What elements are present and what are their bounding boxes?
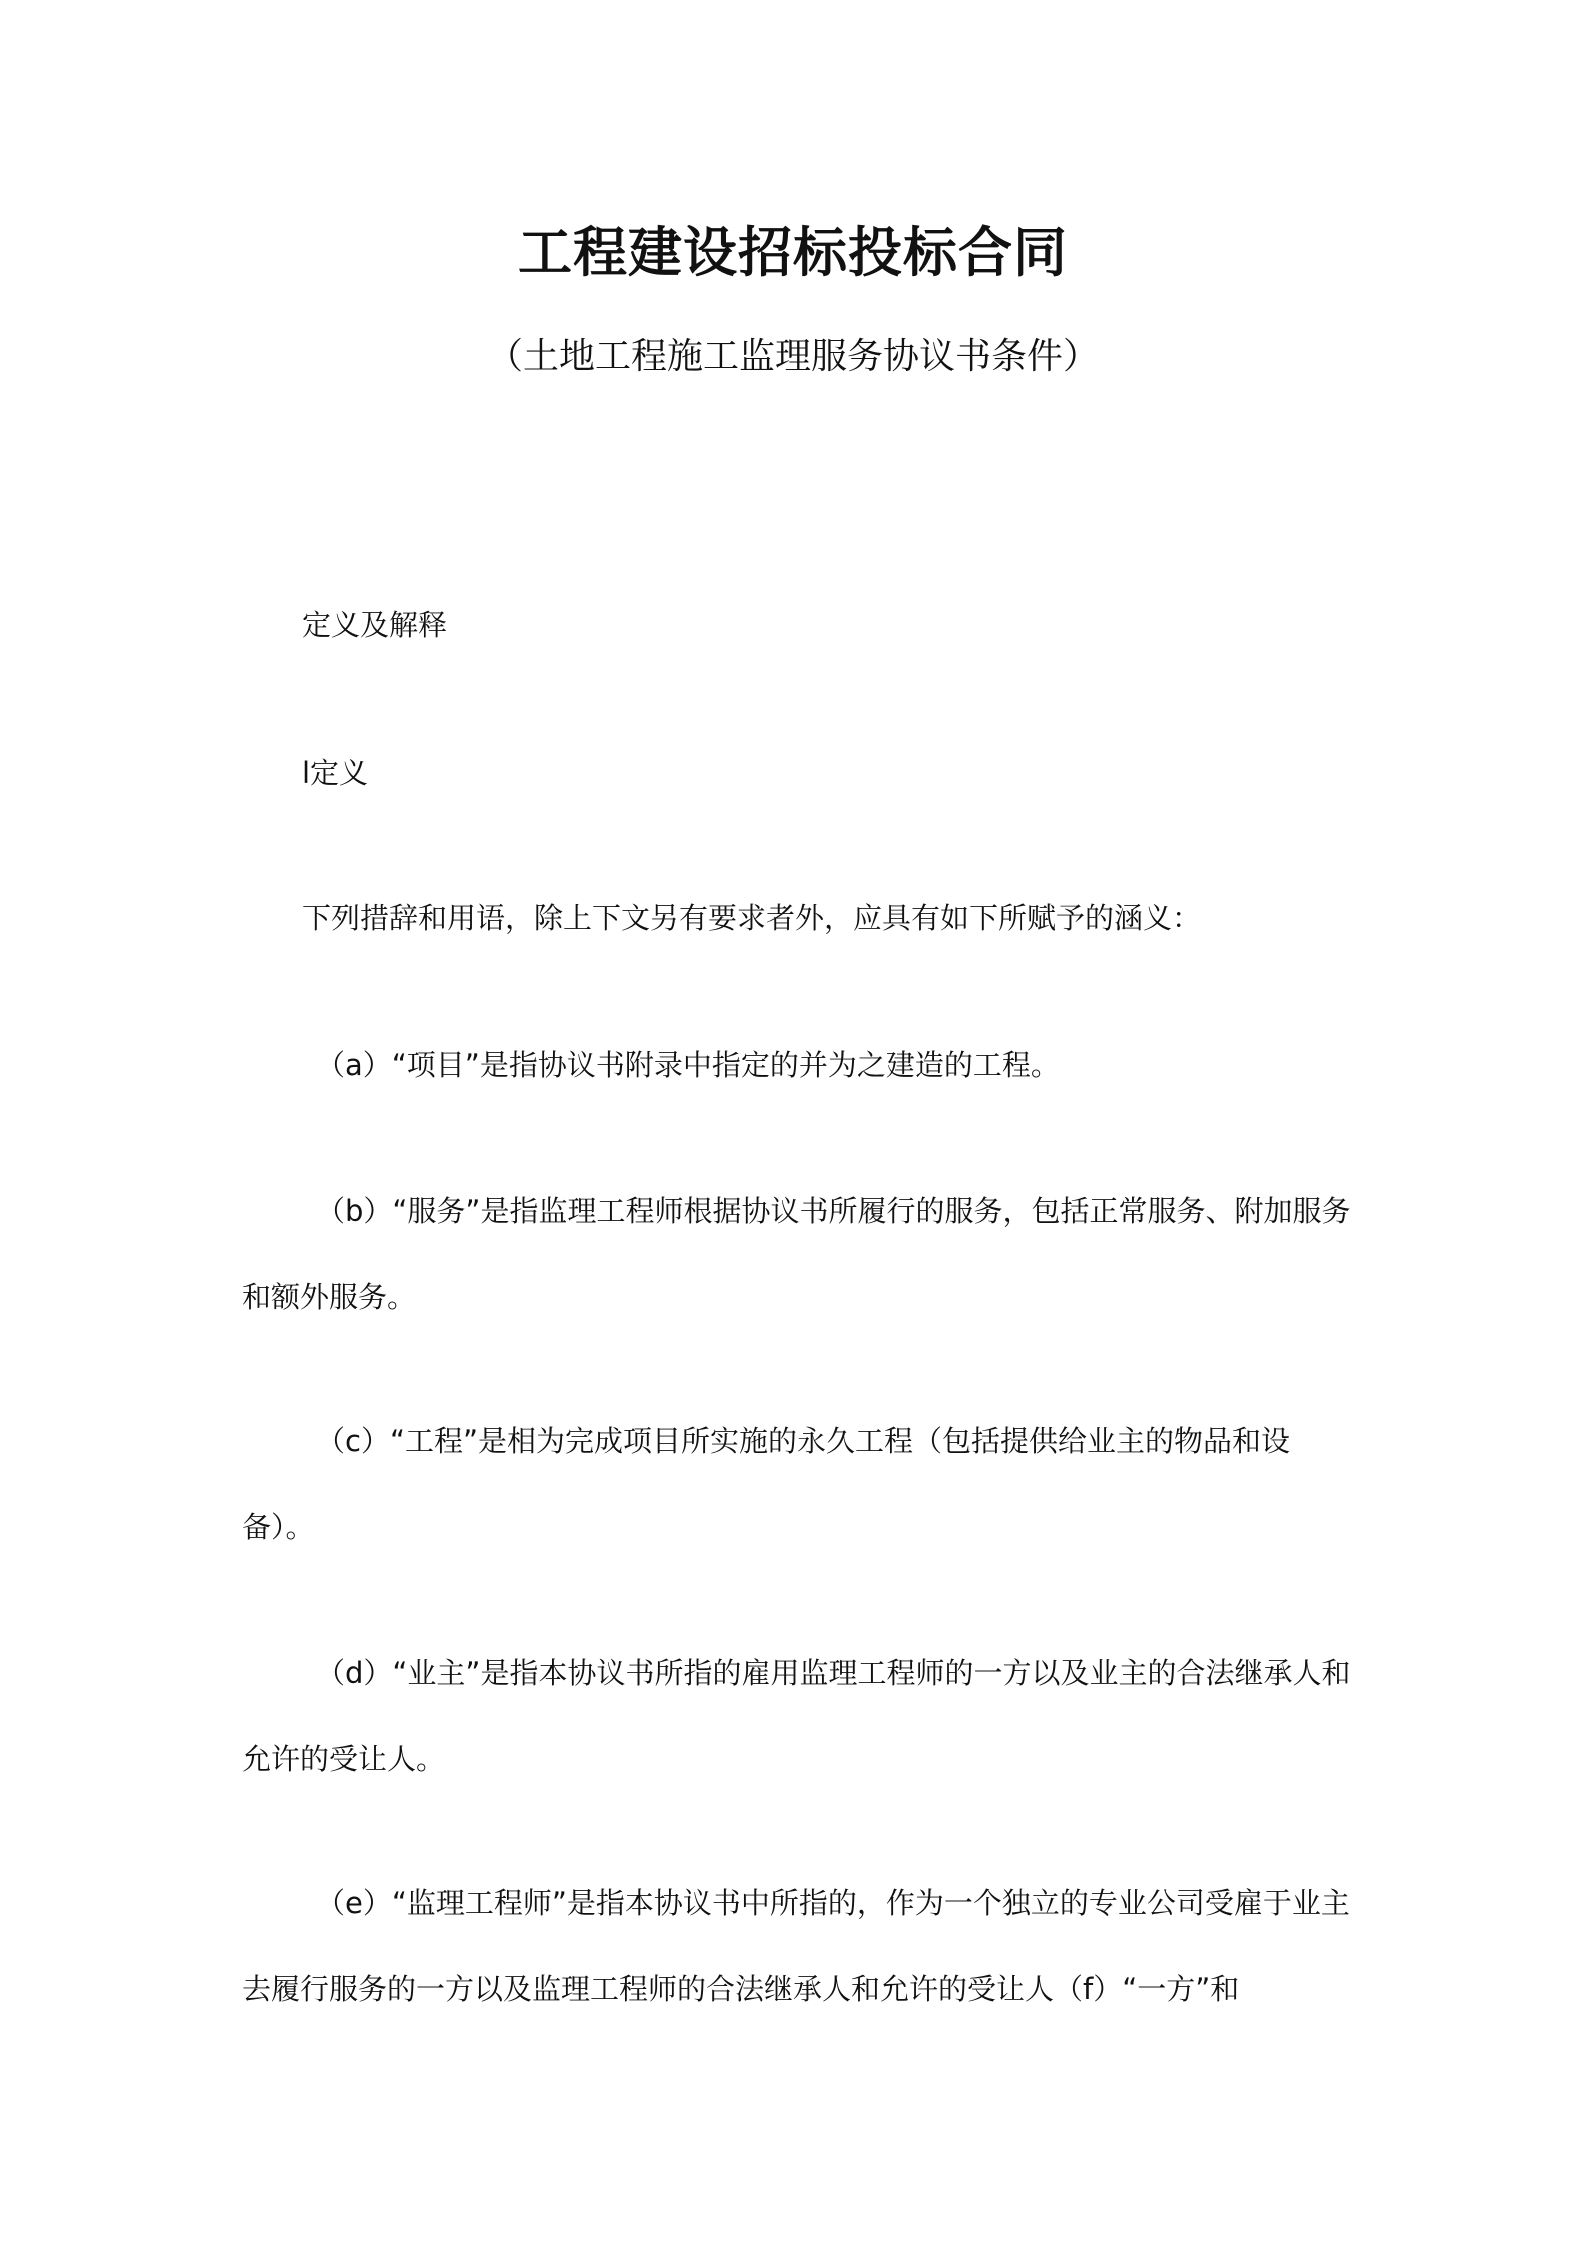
clause-b: （b）“服务”是指监理工程师根据协议书所履行的服务，包括正常服务、附加服务和额外服务。 — [242, 1194, 1351, 1314]
clause-e: （e）“监理工程师”是指本协议书中所指的，作为一个独立的专业公司受雇于业主去履行服务的一方以及监理工程师的合法继承人和允许的受让人（f）“一方”和 — [242, 1886, 1350, 2006]
intro-paragraph: 下列措辞和用语，除上下文另有要求者外，应具有如下所赋予的涵义： — [302, 901, 1202, 935]
clause-d: （d）“业主”是指本协议书所指的雇用监理工程师的一方以及业主的合法继承人和允许的受让人。 — [242, 1656, 1351, 1776]
document-title: 工程建设招标投标合同 — [518, 221, 1068, 284]
clause-c: （c）“工程”是相为完成项目所实施的永久工程（包括提供给业主的物品和设备）。 — [242, 1424, 1290, 1544]
subsection-heading: l定义 — [302, 756, 369, 790]
document-subtitle: （土地工程施工监理服务协议书条件） — [486, 336, 1099, 377]
section-heading: 定义及解释 — [302, 608, 448, 642]
clause-a: （a）“项目”是指协议书附录中指定的并为之建造的工程。 — [316, 1048, 1060, 1082]
